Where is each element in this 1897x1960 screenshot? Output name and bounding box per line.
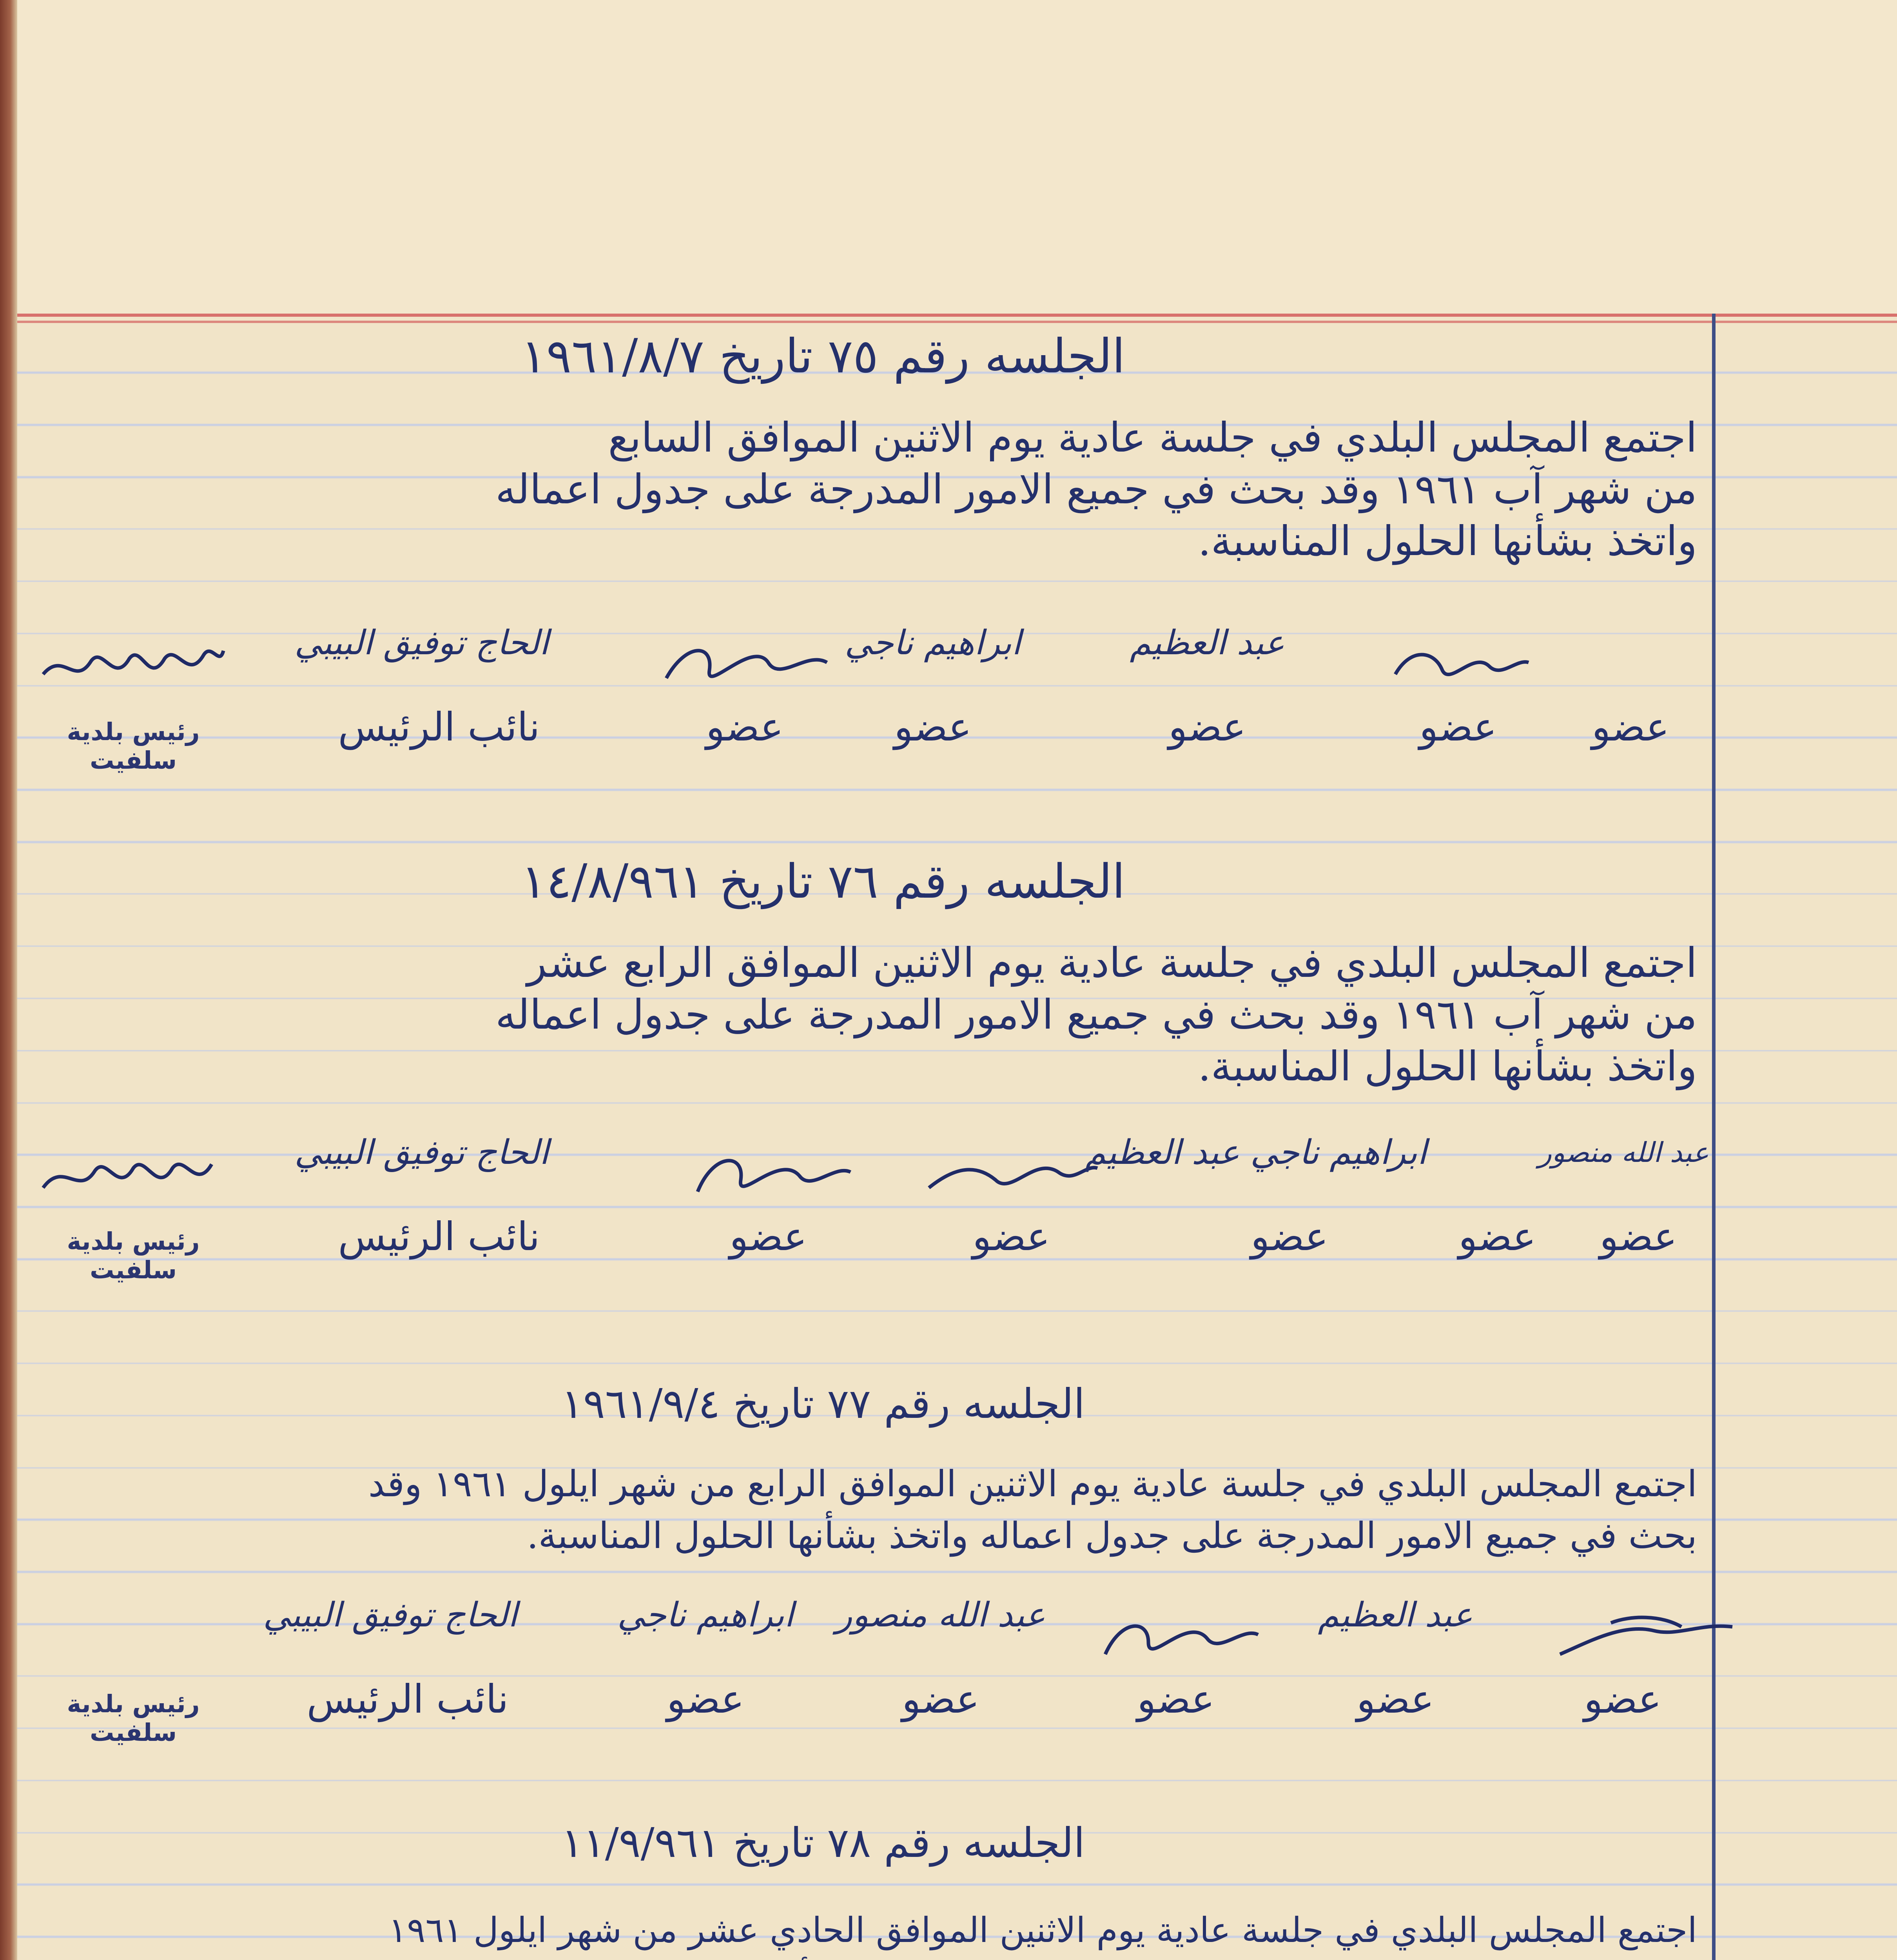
signature-block [823,612,1043,776]
signatory-title: عضو [1599,1214,1678,1259]
signature-scribble [1552,1599,1740,1670]
signatory-title: نائب الرئيس [338,704,540,750]
session-text [86,1458,1697,1562]
signature-block [658,1121,878,1286]
signatory-name: عبد العظيم [1318,1595,1473,1635]
signature-row [24,1121,1709,1286]
signatory-title: عضو [1419,704,1497,750]
signature-row [24,1584,1709,1748]
signatory-name: ابراهيم ناجي عبد العظيم [1085,1133,1427,1172]
text-line: من شهر آب ١٩٦١ وقد بحث في جميع الامور المدرجة على جدول اعماله [495,991,1697,1038]
signature-block [1348,612,1568,776]
text-line: اجتمع المجلس البلدي في جلسة عادية يوم الاثنين الموافق الرابع من شهر ايلول ١٩٦١ وقد [368,1463,1697,1505]
signature-block [1097,612,1317,776]
signature-scribble [1082,1599,1270,1670]
municipality-stamp: رئيس بلدية سلفيت [67,1227,200,1284]
session-heading: الجلسه رقم ٧٥ تاريخ ١٩٦١/٨/٧ [521,329,1125,384]
signatory-title: عضو [729,1214,807,1259]
text-line [63,1955,1697,1960]
signature-block [1066,1584,1286,1748]
signatory-name: الحاج توفيق البيبي [263,1595,517,1635]
text-line: واتخذ بشأنها الحلول المناسبة. [1198,1042,1697,1090]
book-binding [0,0,17,1960]
header-band [17,0,1897,314]
signatory-name: الحاج توفيق البيبي [294,623,549,662]
signatory-title: عضو [894,704,972,750]
signatory-title: عضو [1168,704,1246,750]
signatory-name: عبد الله منصور [836,1595,1046,1635]
signatory-title: نائب الرئيس [338,1214,540,1259]
signatory-title: عضو [1356,1676,1435,1722]
signatory-title: عضو [972,1214,1050,1259]
signature-block [1085,1121,1427,1286]
signature-block [294,1121,549,1286]
red-rule-top [17,314,1897,317]
signatory-name: عبد العظيم [1130,623,1285,662]
signature-block [263,1584,517,1748]
signatory-name: ابراهيم ناجي [844,623,1021,662]
signatory-title: نائب الرئيس [306,1676,509,1722]
signature-block [1552,612,1709,776]
session-text [47,412,1697,567]
margin-line [1712,314,1716,1960]
text-line: اجتمع المجلس البلدي في جلسة عادية يوم الاثنين الموافق الرابع عشر [527,939,1697,987]
signature-block [294,612,549,776]
signatory-name: عبد الله منصور [1538,1136,1709,1169]
signature-scribble [674,1137,862,1207]
signature-scribble [39,1137,227,1207]
signatory-title: عضو [666,1676,745,1722]
text-line: اجتمع المجلس البلدي في جلسة عادية يوم الاثنين الموافق الحادي عشر من شهر ايلول ١٩٦١ [388,1910,1697,1950]
signature-block [1538,1121,1709,1286]
signature-block [831,1584,1050,1748]
signatory-title: عضو [1583,1676,1662,1722]
signature-row [24,612,1709,776]
municipality-stamp: رئيس بلدية سلفيت [67,1690,200,1747]
signature-scribble [1364,627,1552,698]
municipality-stamp: رئيس بلدية سلفيت [67,717,200,775]
session-text [63,1905,1697,1960]
signatory-title: عضو [705,704,784,750]
text-line: اجتمع المجلس البلدي في جلسة عادية يوم الاثنين الموافق السابع [608,414,1697,461]
signature-block [635,612,854,776]
signature-scribble [917,1137,1105,1207]
signatory-title: عضو [1137,1676,1215,1722]
signatory-title: عضو [1458,1214,1536,1259]
signature-scribble [39,627,227,698]
signatory-title: عضو [1591,704,1670,750]
text-line: من شهر آب ١٩٦١ وقد بحث في جميع الامور المدرجة على جدول اعماله [495,465,1697,513]
session-text [47,937,1697,1092]
text-line: واتخذ بشأنها الحلول المناسبة. [1198,517,1697,565]
signature-block [24,612,243,776]
signature-scribble [651,627,839,698]
signatory-title: عضو [1250,1214,1329,1259]
signature-block [24,1584,243,1748]
signature-block [1536,1584,1709,1748]
signature-block [596,1584,815,1748]
signatory-name: الحاج توفيق البيبي [294,1133,549,1172]
session-heading: الجلسه رقم ٧٧ تاريخ ١٩٦١/٩/٤ [561,1380,1085,1428]
red-rule-bottom [17,321,1897,323]
signature-block [24,1121,243,1286]
signatory-title: عضو [901,1676,980,1722]
session-heading: الجلسه رقم ٧٦ تاريخ ١٤/٨/٩٦١ [521,855,1125,909]
signature-block [1286,1584,1505,1748]
signatory-name: ابراهيم ناجي [617,1595,794,1635]
session-heading: الجلسه رقم ٧٨ تاريخ ١١/٩/٩٦١ [561,1819,1085,1867]
text-line: بحث في جميع الامور المدرجة على جدول اعماله واتخذ بشأنها الحلول المناسبة. [527,1515,1697,1557]
